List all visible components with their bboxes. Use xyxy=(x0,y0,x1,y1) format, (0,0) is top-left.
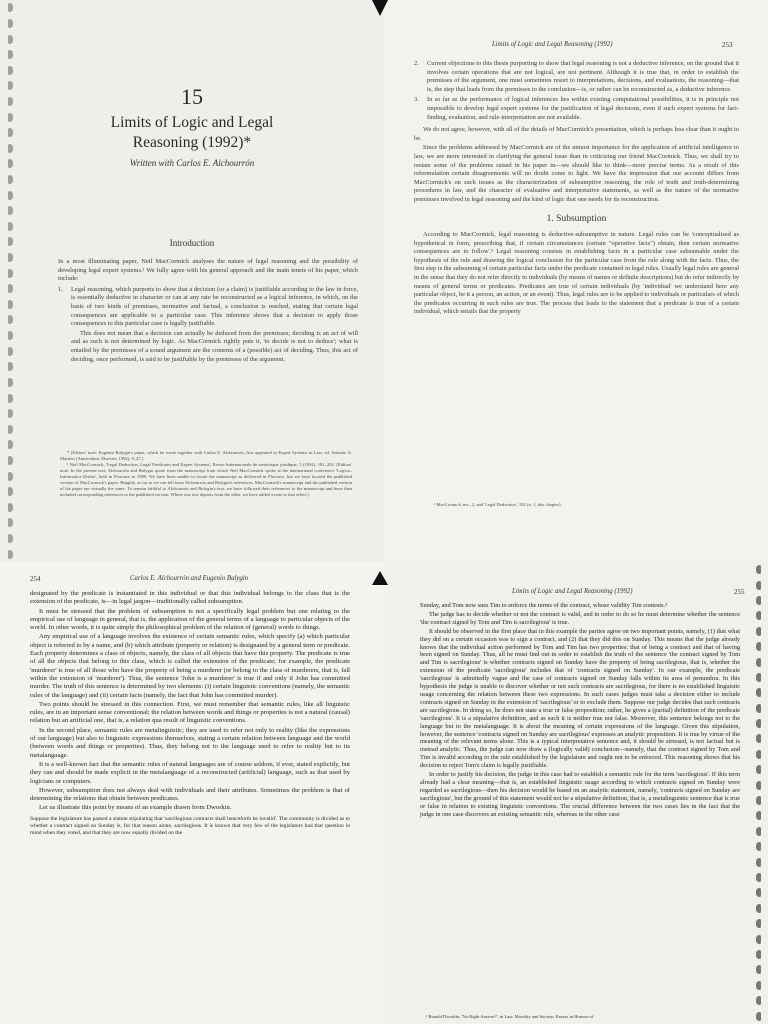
item-1-text: Legal reasoning, which purports to show that a decision (or a claim) is justifiable according to the law in force, is essentially deductive in character or can at any rate be reconstructed as a logical inference, in which, on the basis of two kinds of premisses, normative and factual, a conclusion is reached, stating that certain legal consequences are applicable to a particular case. This inference shows that a decision to apply those consequences to this particular case is legally justifiable. xyxy=(71,285,358,328)
numbered-item-3 xyxy=(414,96,739,122)
paragraph: However, subsumption does not always deal with individuals and their attributes. Sometimes the problem is that of determining the relations that obtain between predicates. xyxy=(30,786,350,803)
running-head: Limits of Logic and Legal Reasoning (1992) xyxy=(492,41,613,48)
section-heading-introduction: Introduction xyxy=(169,238,215,248)
page-number: 253 xyxy=(722,41,733,49)
paragraph: Any empirical use of a language involves the existence of certain semantic rules, which specify (a) which particular object is referred to by a name, and (b) which attribute (property or relation) is designated by a general term or predicate. Each property determines a class of objects, namely, the class of all objects that have this property. The predicate is true of all the objects that belong to this class, which is called the extension of the predicate; for example, the predicate 'murderer' is true of all those who have the property of being a murderer (or belong to the class of murderers, that is, fall within the extension of 'murderer'). Thus, the sentence 'John is a murderer' is true if and only if John has committed murder. The truth of this sentence is determined by two elements: (i) certain linguistic conventions (namely, the semantic rules of the language) and (ii) certain facts (namely, the fact that John has committed murder). xyxy=(30,633,350,699)
page-number: 255 xyxy=(734,588,745,596)
footnote-3: ³ Ronald Dworkin, 'No Right Answer?', in Law, Morality and Society: Essays in Honour of xyxy=(426,1014,594,1019)
page-254 xyxy=(0,562,384,1024)
binding-holes-right xyxy=(750,562,766,1024)
footnote-1: ¹ Neil MacCormick, 'Legal Deduction, Legal Predicates and Expert Systems', Revue Internationale de sémiotique juridique, 5 (1992), 181–202. [Editors' note: In the present text, Alchourrón and Bulygin quote from the manuscript from which Neil MacCormick spoke at the international conference 'Logica–Informatica Diritto', held in Florence in 1989. We have been unable to locate the manuscript as delivered in Florence, but we have located the published version of MacCormick's paper. Happily, as far as we can tell from Alchourrón and Bulygin's references, MacCormick's manuscript and the published version of his paper are virtually the same. To remain faithful to Alchourrón and Bulygin's text, we have followed their references to the manuscript and have then included corresponding references to the published version. Where one text departs from the other, we have added a note to that effect.] xyxy=(60,462,352,497)
item-3-text: In so far as the performance of logical inferences lies within existing computational possibilities, it is in principle not impossible to develop legal expert systems for the justification of legal decisions, even if such expert systems for fact-finding, evaluation, and rule-interpretation are not available. xyxy=(427,96,739,121)
section-heading-subsumption: 1. Subsumption xyxy=(546,213,607,224)
extract-quote: Suppose the legislature has passed a statute stipulating that 'sacrilegious contracts shall henceforth be invalid'. The community is divided as to whether a contract signed on Sunday is, for that reason alone, sacrilegious. It is known that very few of the legislators had that question in mind when they voted, and that they are now equally divided on the xyxy=(30,815,350,836)
paragraph: It should be observed in the first place that in this example the parties agree on two important points, namely, (1) that what they did on a certain occasion was to sign a contract, and (2) that they did this on Sunday. This means that the judge already knows that the individual action performed by Tom and Tim has two properties: that of being a contract and that of having been signed on Sunday. Thus, all he must find out in order to establish the truth of the sentence 'the contract signed by Tom and Tim is sacrilegious' is whether contracts signed on Sunday have the property of being sacrilegious, that is, whether the extension of the predicate 'sacrilegious' includes that of 'contracts signed on Sunday'. In our example, the predicate 'sacrilegious' is admittedly vague and the case of contracts signed on Sunday falls within its area of penumbra. In this hypothesis the judge is unable to discover whether or not such contracts are sacrilegious, for there is no established linguistic usage concerning the relation between these two expressions. In such cases judges must take a decision either to include contracts signed on Sunday in the extension of 'sacrilegious' or to exclude them. Suppose our judge decides that such contracts are sacrilegious. In doing so, he does not state a true or false proposition; rather, he gives a (partial) definition of the predicate 'sacrilegious'. It is a stipulative definition, and as such it is neither true nor false. Moreover, this sentence belongs not to the language but to the metalanguage. It is about the meaning of certain expressions of the language. Given this stipulation, however, the sentence 'contracts signed on Sunday are sacrilegious' expresses an analytic proposition. It is true by virtue of the meaning of the relevant terms alone. This is a typical interpretative sentence and, it should be stressed, is not factual but is instead analytic. Thus, the judge can now draw a (logically valid) conclusion—namely, that the contract signed by Tom and Tim is invalid according to the rule established by the legislature and ought not to be enforced. This reasoning shows that his decision to reject Tom's claim is legally justifiable. xyxy=(420,627,740,770)
paragraph: According to MacCormick, legal reasoning is deductive-subsumptive in nature. Legal rules can be 'conceptualised as hypothetical in form, prescribing that, if certain circumstances (certain "operative facts") obtain, then certain normative consequences are to follow'.² Legal reasoning consists in establishing facts in a particular case subsumable under the hypothesis of the rule and drawing the logical conclusion for the particular case from the rule along with the facts. Thus, the first step is the subsuming of certain particular facts under the predicate contained in legal rules. Usually legal rules are general in the sense that they do not refer directly to individuals (by means of names or definite descriptions) but do refer indirectly by means of general terms or predicates. Predicates are true of certain individuals (by 'individual' we understand here any particular object, be it a person, an action, or an event). Thus, legal rules are to be applied to individuals or particulars of which the predicates occurring in such rules are true. The process that leads to the statement that a predicate is true of a certain individual, which entails that the property xyxy=(414,231,739,316)
page-255-body xyxy=(420,602,740,818)
numbered-item-2 xyxy=(414,60,739,94)
running-head: Carlos E. Alchourrón and Eugenio Bulygin xyxy=(130,575,249,582)
paragraph: It must be stressed that the problem of subsumption is not a specifically legal problem but one relating to the empirical use of language in general, that is, the application of the general terms of a language to particular objects of the world. In other words, it is quite simply the philosophical problem of the relation of (general) words to things. xyxy=(30,607,350,632)
chapter-number: 15 xyxy=(181,84,203,109)
page-253-body xyxy=(414,58,739,317)
numbered-item-1 xyxy=(58,286,358,364)
paragraph: Sunday, and Tom now sues Tim to enforce the terms of the contract, whose validity Tim contests.³ xyxy=(420,602,668,609)
paragraph: Two points should be stressed in this connection. First, we must remember that semantic rules, like all linguistic rules, are in an important sense conventional; the relation between words and things or properties is not a natural (causal) relation but an artificial one, that is, a relation qua result of linguistic conventions. xyxy=(30,700,350,725)
running-head: Limits of Logic and Legal Reasoning (1992) xyxy=(512,588,633,595)
paragraph: In the second place, semantic rules are metalinguistic; they are used to refer not only to reality (like the expressions of our language) but also to linguistic expressions themselves, stating a certain relation between language and the world (between words and things or properties). Thus, they belong not to the language used to refer to reality but to its metalanguage. xyxy=(30,726,350,759)
paragraph: designated by the predicate is instantiated in this individual or that this individual belongs to the class that is the extension of the predicate, is—in legal jargon—traditionally called subsumption. xyxy=(30,590,350,606)
footnote-2: ² MacCormick, ms., 2, and 'Legal Deduction', 182 (n. 1, this chapter). xyxy=(434,502,562,507)
item-number: 1. xyxy=(58,285,63,293)
gutter-mark-top-icon xyxy=(372,0,388,16)
chapter-author: Written with Carlos E. Alchourrón xyxy=(129,158,255,168)
page-252 xyxy=(0,0,384,562)
page-254-body xyxy=(30,590,350,837)
paragraph: The judge has to decide whether or not the contract is valid, and in order to do so he must determine whether the sentence 'the contract signed by Tom and Tim is sacrilegious' is true. xyxy=(420,610,740,626)
paragraph: It is a well-known fact that the semantic rules of natural languages are of course seldom, if ever, stated explicitly, but they can and should be made explicit in the metalanguage of a reconstructed (artificial) language, such as that used by logicians or computers. xyxy=(30,760,350,785)
paragraph: Since the problems addressed by MacCormick are of the utmost importance for the application of artificial intelligence to law, we are more interested in clarifying the general issue than in criticizing our friend MacCormick. Thus, we shall try to restate some of the problems raised in his paper in—we should like to think—more precise terms. As a result of this reformulation certain disagreements will no doubt come to light. We have the impression that our account differs from MacCormick's on such issues as the characterization of subsumptive reasoning, the role of truth and truth-determining procedures in law, and the character of evaluative and interpretative statements, as well as the nature of the normative premisses involved in legal reasoning and the kind of logic that one needs for its reconstruction. xyxy=(414,144,739,203)
page-253 xyxy=(384,0,768,562)
item-number: 3. xyxy=(414,96,419,104)
item-number: 2. xyxy=(414,60,419,67)
paragraph: In order to justify his decision, the judge in this case had to establish a semantic rule for the term 'sacrilegious'. If this term already had a clear meaning—that is, an established linguistic usage according to which contracts signed on Sunday were regarded as sacrilegious—then his decision would be based on an analytic statement, namely, 'contracts signed on Sunday are sacrilegious', but the ground of this statement would not be a stipulative definition, that is, a metalinguistic sentence that is true or false in relation to existing linguistic conventions. The crucial difference between the two cases lies in the fact that the judge in one case discovers an existing semantic rule, whereas in the other case xyxy=(420,771,740,818)
page-255 xyxy=(384,562,768,1024)
chapter-title-line-2: Reasoning (1992)* xyxy=(132,134,252,151)
item-1-text-continued: This does not mean that a decision can actually be deduced from the premisses; deciding is an act of will and as such is not determined by logic. As MacCormick rightly puts it, 'to decide is not to deduce'; what is entailed by the premisses of a sound argument are the contents of a (possible) act of deciding. Thus, this act of deciding, once performed, is said to be justifiable by the premisses of the argument. xyxy=(71,329,358,363)
chapter-title xyxy=(40,113,344,153)
gutter-mark-bottom-icon xyxy=(372,571,388,585)
footnote-star: * [Editors' note: Eugenio Bulygin's paper, which he wrote together with Carlos E. Alchourrón, first appeared in Expert Systems in Law, ed. Antonio A. Martino (Amsterdam: Elsevier, 1992), 9–27.] xyxy=(60,450,352,461)
page-number: 254 xyxy=(30,575,41,583)
introduction-body xyxy=(58,258,358,364)
intro-paragraph: In a most illuminating paper, Neil MacCormick analyses the nature of legal reasoning and the possibility of developing legal expert systems.¹ We fully agree with his general approach and the main tenets of his paper, which include: xyxy=(58,258,358,283)
footnotes-page-252 xyxy=(60,450,352,498)
chapter-title-line-1: Limits of Logic and Legal xyxy=(110,114,274,131)
item-2-text: Current objections to this thesis purporting to show that legal reasoning is not a deductive inference, on the ground that it involves certain operations that are not logical, are not pertinent. Although it is true that, in order to establish the premisses of the argument, one must sometimes resort to interpretations, decisions, and evaluations, the reasoning—that is, the step that leads from the premisses to the conclusion—is, or rather can be reconstructed as, a deductive inference. xyxy=(427,60,739,93)
paragraph: We do not agree, however, with all of the details of MacCormick's presentation, which is perhaps less clear than it ought to be. xyxy=(414,126,739,142)
paragraph: Let us illustrate this point by means of an example drawn from Dworkin. xyxy=(39,804,232,812)
